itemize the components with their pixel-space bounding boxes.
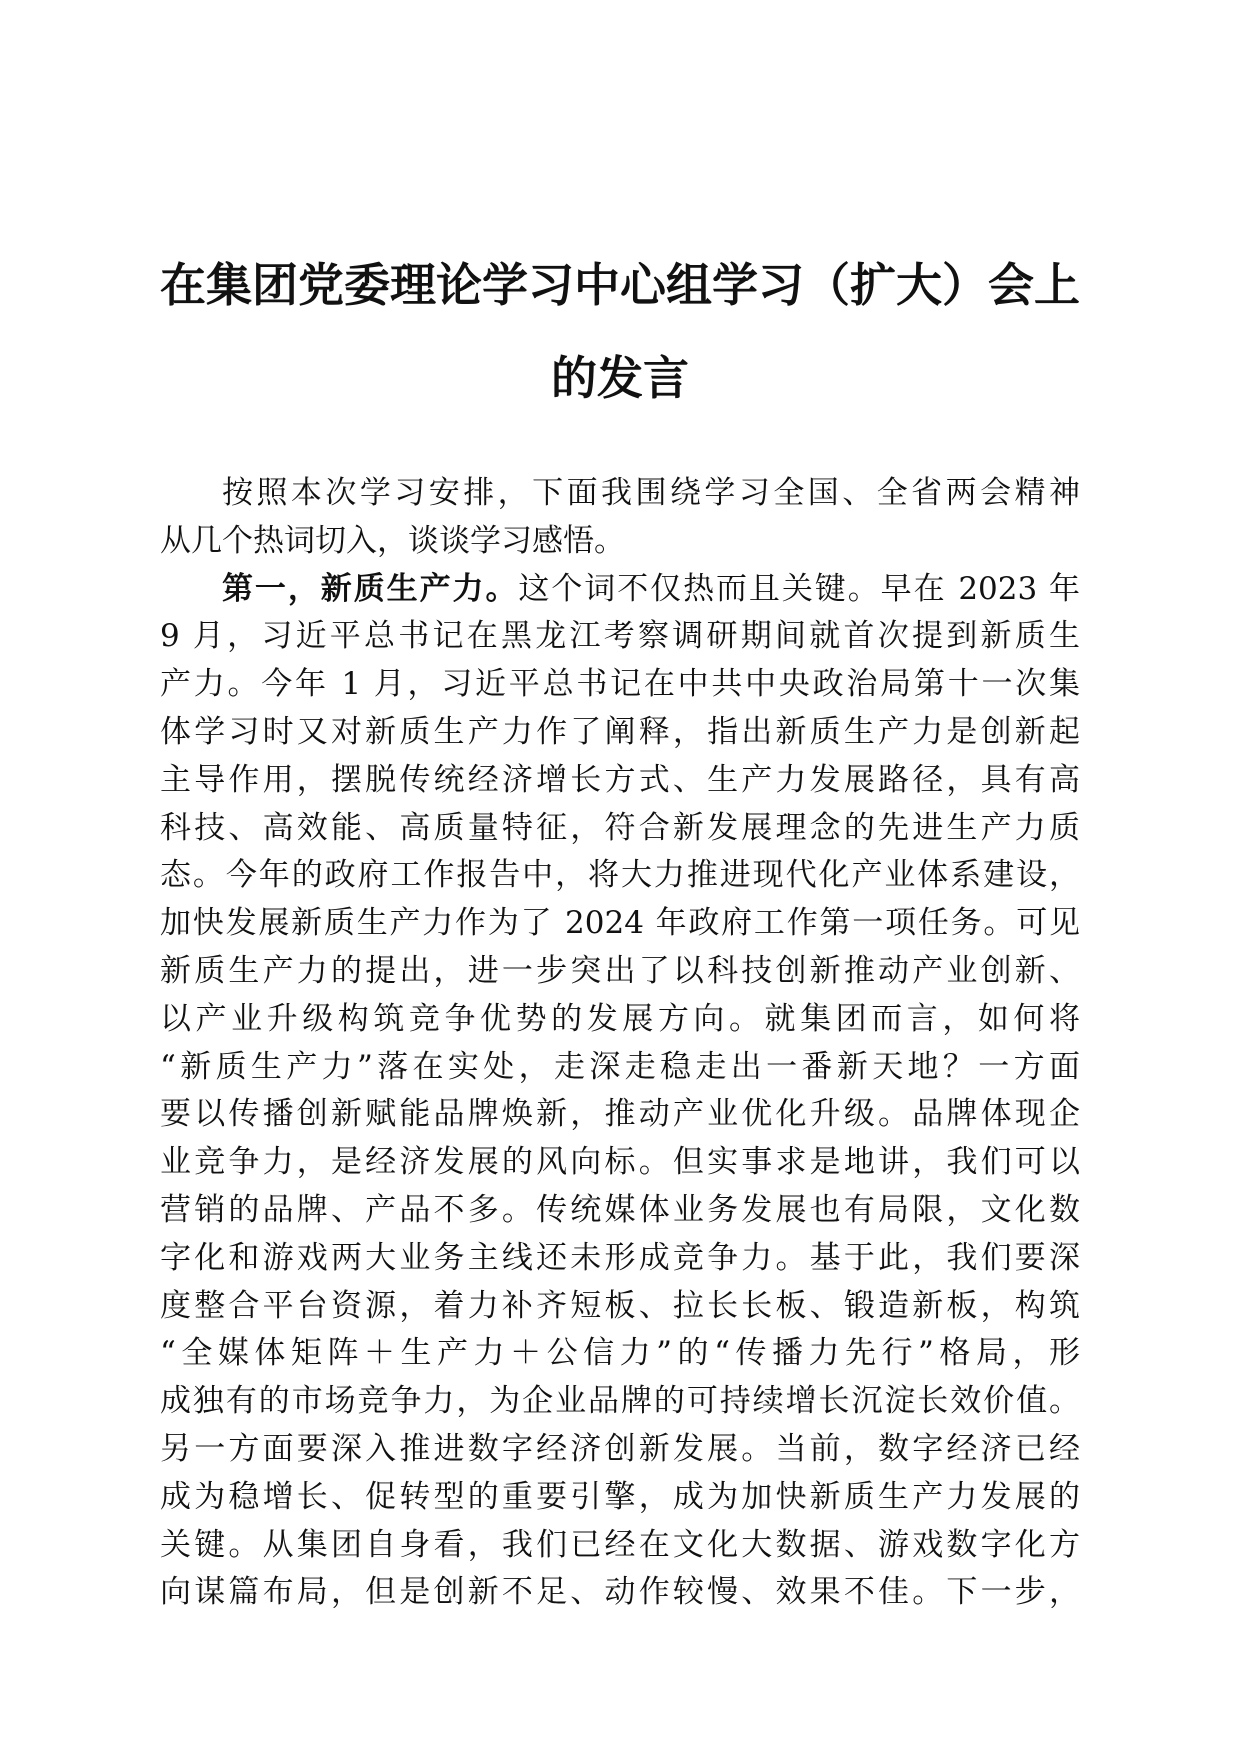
document-body (160, 470, 1080, 1617)
document-title-line-1: 在集团党委理论学习中心组学习（扩大）会上 (160, 258, 1080, 312)
paragraph-line: 以产业升级构筑竞争优势的发展方向。就集团而言，如何将 (160, 1000, 1080, 1037)
paragraph-line: 9 月，习近平总书记在黑龙江考察调研期间就首次提到新质生 (160, 618, 1080, 655)
paragraph-line: 营销的品牌、产品不多。传统媒体业务发展也有局限，文化数 (160, 1191, 1080, 1228)
paragraph-line (160, 566, 1080, 614)
paragraph-line: 另一方面要深入推进数字经济创新发展。当前，数字经济已经 (160, 1430, 1080, 1467)
paragraph-line: “全媒体矩阵＋生产力＋公信力”的“传播力先行”格局，形 (160, 1335, 1080, 1372)
paragraph-text: 这个词不仅热而且关键。早在 2023 年 (518, 570, 1080, 607)
paragraph-line: 成独有的市场竞争力，为企业品牌的可持续增长沉淀长效价值。 (160, 1383, 1080, 1420)
paragraph-line: 体学习时又对新质生产力作了阐释，指出新质生产力是创新起 (160, 713, 1080, 750)
paragraph-line: 从几个热词切入，谈谈学习感悟。 (160, 522, 625, 559)
paragraph-line: “新质生产力”落在实处，走深走稳走出一番新天地？一方面 (160, 1048, 1080, 1085)
paragraph-line: 科技、高效能、高质量特征，符合新发展理念的先进生产力质 (160, 809, 1080, 846)
section-heading: 第一，新质生产力。 (222, 570, 519, 607)
paragraph-line: 主导作用，摆脱传统经济增长方式、生产力发展路径，具有高 (160, 761, 1080, 798)
paragraph-line: 度整合平台资源，着力补齐短板、拉长长板、锻造新板，构筑 (160, 1287, 1080, 1324)
paragraph-line: 要以传播创新赋能品牌焕新，推动产业优化升级。品牌体现企 (160, 1096, 1080, 1133)
paragraph-line: 向谋篇布局，但是创新不足、动作较慢、效果不佳。下一步， (160, 1574, 1080, 1611)
paragraph-line: 成为稳增长、促转型的重要引擎，成为加快新质生产力发展的 (160, 1478, 1080, 1515)
paragraph-line: 按照本次学习安排，下面我围绕学习全国、全省两会精神 (222, 475, 1080, 511)
paragraph-line: 关键。从集团自身看，我们已经在文化大数据、游戏数字化方 (160, 1526, 1080, 1563)
paragraph-line: 加快发展新质生产力作为了 2024 年政府工作第一项任务。可见 (160, 905, 1080, 942)
paragraph-line: 新质生产力的提出，进一步突出了以科技创新推动产业创新、 (160, 952, 1080, 989)
paragraph-line: 业竞争力，是经济发展的风向标。但实事求是地讲，我们可以 (160, 1144, 1080, 1181)
paragraph-line: 产力。今年 1 月，习近平总书记在中共中央政治局第十一次集 (160, 666, 1080, 703)
paragraph-line: 字化和游戏两大业务主线还未形成竞争力。基于此，我们要深 (160, 1239, 1080, 1276)
document-title-line-2: 的发言 (551, 351, 689, 405)
paragraph-line: 态。今年的政府工作报告中，将大力推进现代化产业体系建设， (160, 857, 1080, 894)
